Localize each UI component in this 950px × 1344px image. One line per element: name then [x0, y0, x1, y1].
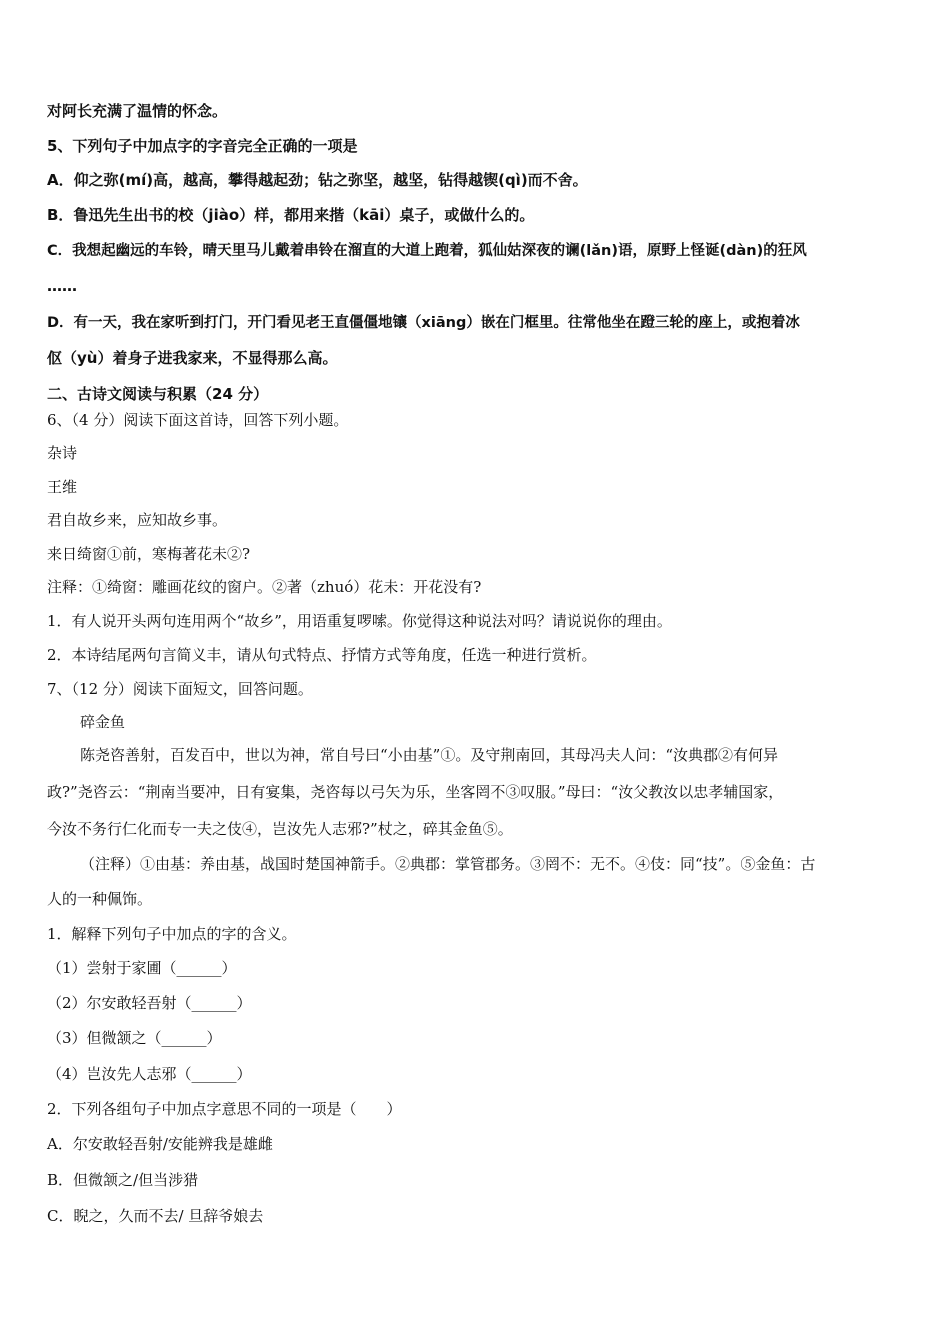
passage-notes-continued: 人的一种佩饰。	[47, 890, 153, 908]
question-7-sub-1: 1．解释下列句子中加点的字的含义。	[47, 925, 297, 943]
passage-line-3: 今汝不务行仁化而专一夫之伎④，岂汝先人志邪?”杖之，碎其金鱼⑤。	[47, 820, 513, 838]
poem-line-1: 君自故乡来，应知故乡事。	[47, 511, 228, 529]
question-6-sub-2: 2．本诗结尾两句言简义丰，请从句式特点、抒情方式等角度，任选一种进行赏析。	[47, 646, 597, 664]
passage-line-2: 政?”尧咨云：“荆南当要冲，日有宴集，尧咨每以弓矢为乐，坐客罔不③叹服。”母曰：“汝父教汝以忠孝辅国家，	[47, 783, 784, 801]
fill-blank-4: （4）岂汝先人志邪（______）	[47, 1065, 252, 1083]
text-line: 对阿长充满了温情的怀念。	[47, 102, 228, 120]
question-5-stem: 5、下列句子中加点字的字音完全正确的一项是	[47, 137, 358, 155]
poem-line-2: 来日绮窗①前，寒梅著花未②?	[47, 545, 251, 563]
passage-line-1: 陈尧咨善射，百发百中，世以为神，常自号曰“小由基”①。及守荆南回，其母冯夫人问：“汝典郡②有何异	[80, 746, 779, 764]
question-7-option-a: A．尔安敢轻吾射/安能辨我是雄雌	[47, 1135, 273, 1153]
question-7-option-c: C．睨之，久而不去/ 旦辞爷娘去	[47, 1207, 264, 1225]
question-5-option-d: D．有一天，我在家听到打门，开门看见老王直僵僵地镶（xiāng）嵌在门框里。往常他坐在蹬三轮的座上，或抱着冰	[47, 315, 800, 331]
question-5-option-c-continued: ……	[47, 277, 77, 295]
fill-blank-2: （2）尔安敢轻吾射（______）	[47, 994, 252, 1012]
question-5-option-b: B．鲁迅先生出书的校（jiào）样，都用来揩（kāi）桌子，或做什么的。	[47, 206, 535, 224]
question-6-stem: 6、（4 分）阅读下面这首诗，回答下列小题。	[47, 411, 349, 429]
section-heading: 二、古诗文阅读与积累（24 分）	[47, 385, 269, 403]
question-7-stem: 7、（12 分）阅读下面短文，回答问题。	[47, 680, 313, 698]
fill-blank-3: （3）但微颔之（______）	[47, 1029, 222, 1047]
passage-title: 碎金鱼	[80, 713, 126, 731]
passage-notes: （注释）①由基：养由基，战国时楚国神箭手。②典郡：掌管郡务。③罔不：无不。④伎：同“技”。⑤金鱼：古	[80, 855, 816, 873]
question-5-option-d-continued: 伛（yù）着身子进我家来，不显得那么高。	[47, 349, 338, 367]
question-6-sub-1: 1．有人说开头两句连用两个“故乡”，用语重复啰嗦。你觉得这种说法对吗？请说说你的理由。	[47, 612, 672, 630]
fill-blank-1: （1）尝射于家圃（______）	[47, 959, 237, 977]
question-7-option-b: B．但微颔之/但当涉猎	[47, 1171, 199, 1189]
question-5-option-a: A．仰之弥(mí)高，越高，攀得越起劲；钻之弥坚，越坚，钻得越锲(qì)而不舍。	[47, 171, 588, 189]
question-7-sub-2: 2．下列各组句子中加点字意思不同的一项是（ ）	[47, 1100, 402, 1118]
poem-author: 王维	[47, 478, 78, 496]
question-5-option-c: C．我想起幽远的车铃，晴天里马儿戴着串铃在溜直的大道上跑着，狐仙姑深夜的谰(lǎn)语，原野上怪诞(dàn)的狂风	[47, 243, 807, 259]
poem-title: 杂诗	[47, 444, 78, 462]
poem-notes: 注释：①绮窗：雕画花纹的窗户。②著（zhuó）花未：开花没有?	[47, 578, 482, 596]
